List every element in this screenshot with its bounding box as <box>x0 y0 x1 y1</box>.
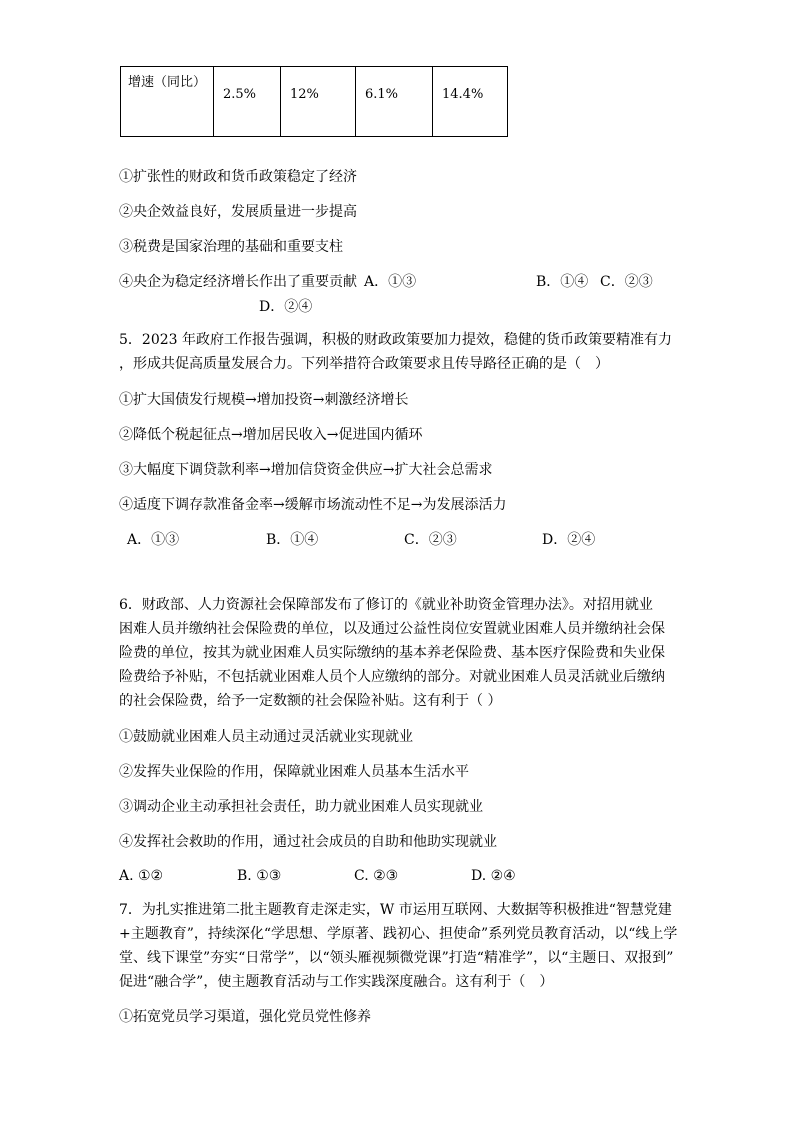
q7-item-1: ①拓宽党员学习渠道，强化党员党性修养 <box>119 1009 371 1025</box>
q7-stem-line-3: 堂、线下课堂”夯实“日常学”，以“领头雁视频微党课”打造“精准学”，以“主题日、双报到” <box>119 950 674 966</box>
cell-value: 6.1% <box>365 87 399 102</box>
table-cell <box>281 67 356 137</box>
q4-item-2: ②央企效益良好，发展质量进一步提高 <box>119 204 357 220</box>
q5-item-4: ④适度下调存款准备金率→缓解市场流动性不足→为发展添活力 <box>119 497 507 513</box>
table-cell <box>356 67 433 137</box>
q6-option-a: A. ①② <box>119 868 164 884</box>
q6-item-3: ③调动企业主动承担社会责任，助力就业困难人员实现就业 <box>119 799 483 815</box>
table-cell <box>121 67 214 137</box>
q4-option-d: D．②④ <box>259 299 313 315</box>
q6-stem-line-1: 6．财政部、人力资源社会保障部发布了修订的《就业补助资金管理办法》。对招用就业 <box>119 597 653 613</box>
table-cell <box>214 67 281 137</box>
q4-option-c: C．②③ <box>600 274 653 290</box>
q6-option-c: C. ②③ <box>354 868 399 884</box>
row-header: 增速（同比） <box>128 75 207 90</box>
cell-value: 2.5% <box>223 87 257 102</box>
q7-stem-line-2: +主题教育”，持续深化“学思想、学原著、践初心、担使命”系列党员教育活动，以“线上学 <box>119 926 678 942</box>
q5-item-2: ②降低个税起征点→增加居民收入→促进国内循环 <box>119 427 423 443</box>
q7-stem-line-4: 促进“融合学”，使主题教育活动与工作实践深度融合。这有利于（ ） <box>119 974 554 990</box>
q7-stem-line-1: 7．为扎实推进第二批主题教育走深走实，W 市运用互联网、大数据等积极推进“智慧党建 <box>119 902 672 918</box>
q6-item-2: ②发挥失业保险的作用，保障就业困难人员基本生活水平 <box>119 764 469 780</box>
q6-item-4: ④发挥社会救助的作用，通过社会成员的自助和他助实现就业 <box>119 834 497 850</box>
q5-item-3: ③大幅度下调贷款利率→增加信贷资金供应→扩大社会总需求 <box>119 462 493 478</box>
cell-value: 12% <box>290 87 319 102</box>
q5-stem-line-2: ，形成共促高质量发展合力。下列举措符合政策要求且传导路径正确的是（ ） <box>119 356 609 372</box>
q6-stem-line-5: 的社会保险费，给予一定数额的社会保险补贴。这有利于（ ） <box>119 693 502 709</box>
q4-item-4: ④央企为稳定经济增长作出了重要贡献 <box>119 274 357 290</box>
table-row <box>121 67 508 137</box>
q6-option-d: D. ②④ <box>471 868 516 884</box>
q4-item-3: ③税费是国家治理的基础和重要支柱 <box>119 239 343 255</box>
q5-option-b: B．①④ <box>266 532 319 548</box>
growth-table <box>120 66 508 137</box>
q5-option-d: D．②④ <box>542 532 596 548</box>
q6-stem-line-2: 困难人员并缴纳社会保险费的单位，以及通过公益性岗位安置就业困难人员并缴纳社会保 <box>119 621 665 637</box>
cell-value: 14.4% <box>442 87 484 102</box>
q5-stem-line-1: 5．2023 年政府工作报告强调，积极的财政政策要加力提效，稳健的货币政策要精准有力 <box>119 332 672 348</box>
q4-option-b: B．①④ <box>536 274 589 290</box>
table-cell <box>433 67 508 137</box>
q4-item-1: ①扩张性的财政和货币政策稳定了经济 <box>119 169 357 185</box>
q4-option-a: A．①③ <box>364 274 417 290</box>
q6-option-b: B. ①③ <box>237 868 282 884</box>
q6-item-1: ①鼓励就业困难人员主动通过灵活就业实现就业 <box>119 729 413 745</box>
q6-stem-line-4: 险费给予补贴，不包括就业困难人员个人应缴纳的部分。对就业困难人员灵活就业后缴纳 <box>119 669 665 685</box>
q5-option-a: A．①③ <box>127 532 180 548</box>
q5-option-c: C．②③ <box>404 532 457 548</box>
q5-item-1: ①扩大国债发行规模→增加投资→刺激经济增长 <box>119 392 409 408</box>
q6-stem-line-3: 险费的单位，按其为就业困难人员实际缴纳的基本养老保险费、基本医疗保险费和失业保 <box>119 645 665 661</box>
